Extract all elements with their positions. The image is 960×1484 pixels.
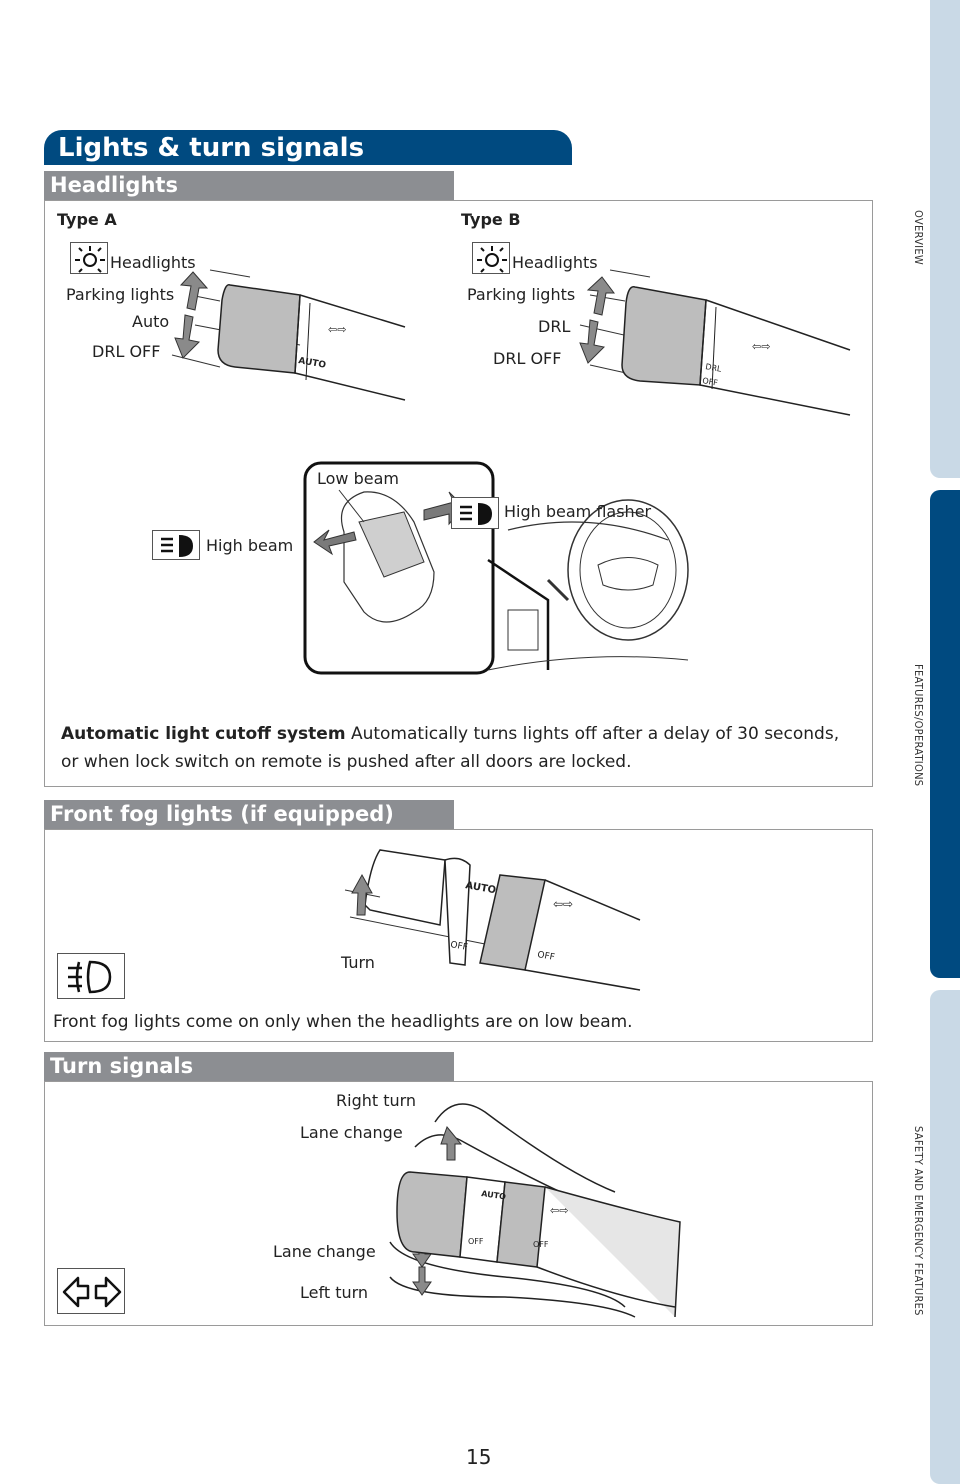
svg-text:⇦⇨: ⇦⇨ (553, 897, 574, 911)
side-label-overview: OVERVIEW (912, 210, 925, 266)
side-tab-features[interactable] (930, 490, 960, 978)
type-a-parking-lights-label: Parking lights (66, 285, 175, 304)
svg-text:⇦⇨: ⇦⇨ (328, 323, 347, 336)
turn-off-marking-2: OFF (533, 1240, 549, 1249)
section-heading-fog: Front fog lights (if equipped) (44, 800, 454, 829)
auto-cutoff-paragraph (61, 720, 861, 776)
type-a-arrows (173, 270, 213, 360)
side-tab-safety[interactable] (930, 990, 960, 1484)
left-turn-label: Left turn (300, 1283, 369, 1302)
right-turn-label: Right turn (336, 1091, 417, 1110)
lane-change-down-label: Lane change (273, 1242, 376, 1261)
type-a-label: Type A (57, 210, 117, 229)
fog-turn-label: Turn (341, 953, 375, 972)
beam-photo-illustration (304, 462, 494, 674)
type-a-auto-label: Auto (132, 312, 170, 331)
turn-off-marking-1: OFF (468, 1237, 484, 1246)
side-label-safety: SAFETY AND EMERGENCY FEATURES (912, 1126, 925, 1316)
type-b-drl-off-label: DRL OFF (493, 349, 562, 368)
headlight-icon (472, 242, 510, 274)
fog-stalk-illustration (340, 845, 640, 995)
type-b-drl-label: DRL (538, 317, 571, 336)
type-a-auto-marking: AUTO (297, 356, 327, 371)
auto-cutoff-title: Automatic light cutoff system (61, 724, 346, 744)
turn-signal-stalk-illustration (385, 1092, 685, 1317)
fog-light-icon (57, 953, 125, 999)
side-label-features: FEATURES/OPERATIONS (912, 664, 925, 787)
high-beam-flasher-label: High beam flasher (504, 502, 652, 521)
headlight-icon (70, 242, 108, 274)
page-number: 15 (466, 1445, 492, 1469)
type-b-stalk-illustration (580, 255, 850, 425)
auto-cutoff-text: Automatically turns lights off after a delay of 30 seconds, or when lock switch on remote is pushed after all doors are locked. (61, 724, 840, 772)
low-beam-label: Low beam (317, 469, 399, 488)
section-heading-turn-signals: Turn signals (44, 1052, 454, 1081)
svg-text:⇦⇨: ⇦⇨ (752, 340, 771, 353)
svg-text:⇦⇨: ⇦⇨ (550, 1204, 569, 1217)
type-a-drl-off-label: DRL OFF (92, 342, 161, 361)
fog-off-marking-2: OFF (536, 950, 556, 963)
type-b-off-marking: OFF (701, 376, 719, 388)
type-b-label: Type B (461, 210, 521, 229)
fog-paragraph: Front fog lights come on only when the headlights are on low beam. (53, 1012, 633, 1032)
side-tab-overview[interactable] (930, 0, 960, 478)
high-beam-label: High beam (206, 536, 294, 555)
fog-off-marking-1: OFF (449, 940, 469, 953)
type-b-parking-lights-label: Parking lights (467, 285, 576, 304)
type-b-headlights-label: Headlights (512, 253, 598, 272)
turn-signal-icon (57, 1268, 125, 1314)
section-heading-headlights: Headlights (44, 171, 454, 200)
lane-change-up-label: Lane change (300, 1123, 403, 1142)
high-beam-flasher-icon (451, 497, 499, 529)
page-title: Lights & turn signals (44, 130, 572, 165)
turn-auto-marking: AUTO (480, 1189, 507, 1202)
type-a-headlights-label: Headlights (110, 253, 196, 272)
high-beam-icon (152, 530, 200, 560)
fog-auto-marking: AUTO (464, 880, 497, 897)
type-b-drl-marking: DRL (704, 362, 723, 374)
type-b-arrows (576, 275, 616, 365)
dashboard-illustration (488, 470, 688, 670)
